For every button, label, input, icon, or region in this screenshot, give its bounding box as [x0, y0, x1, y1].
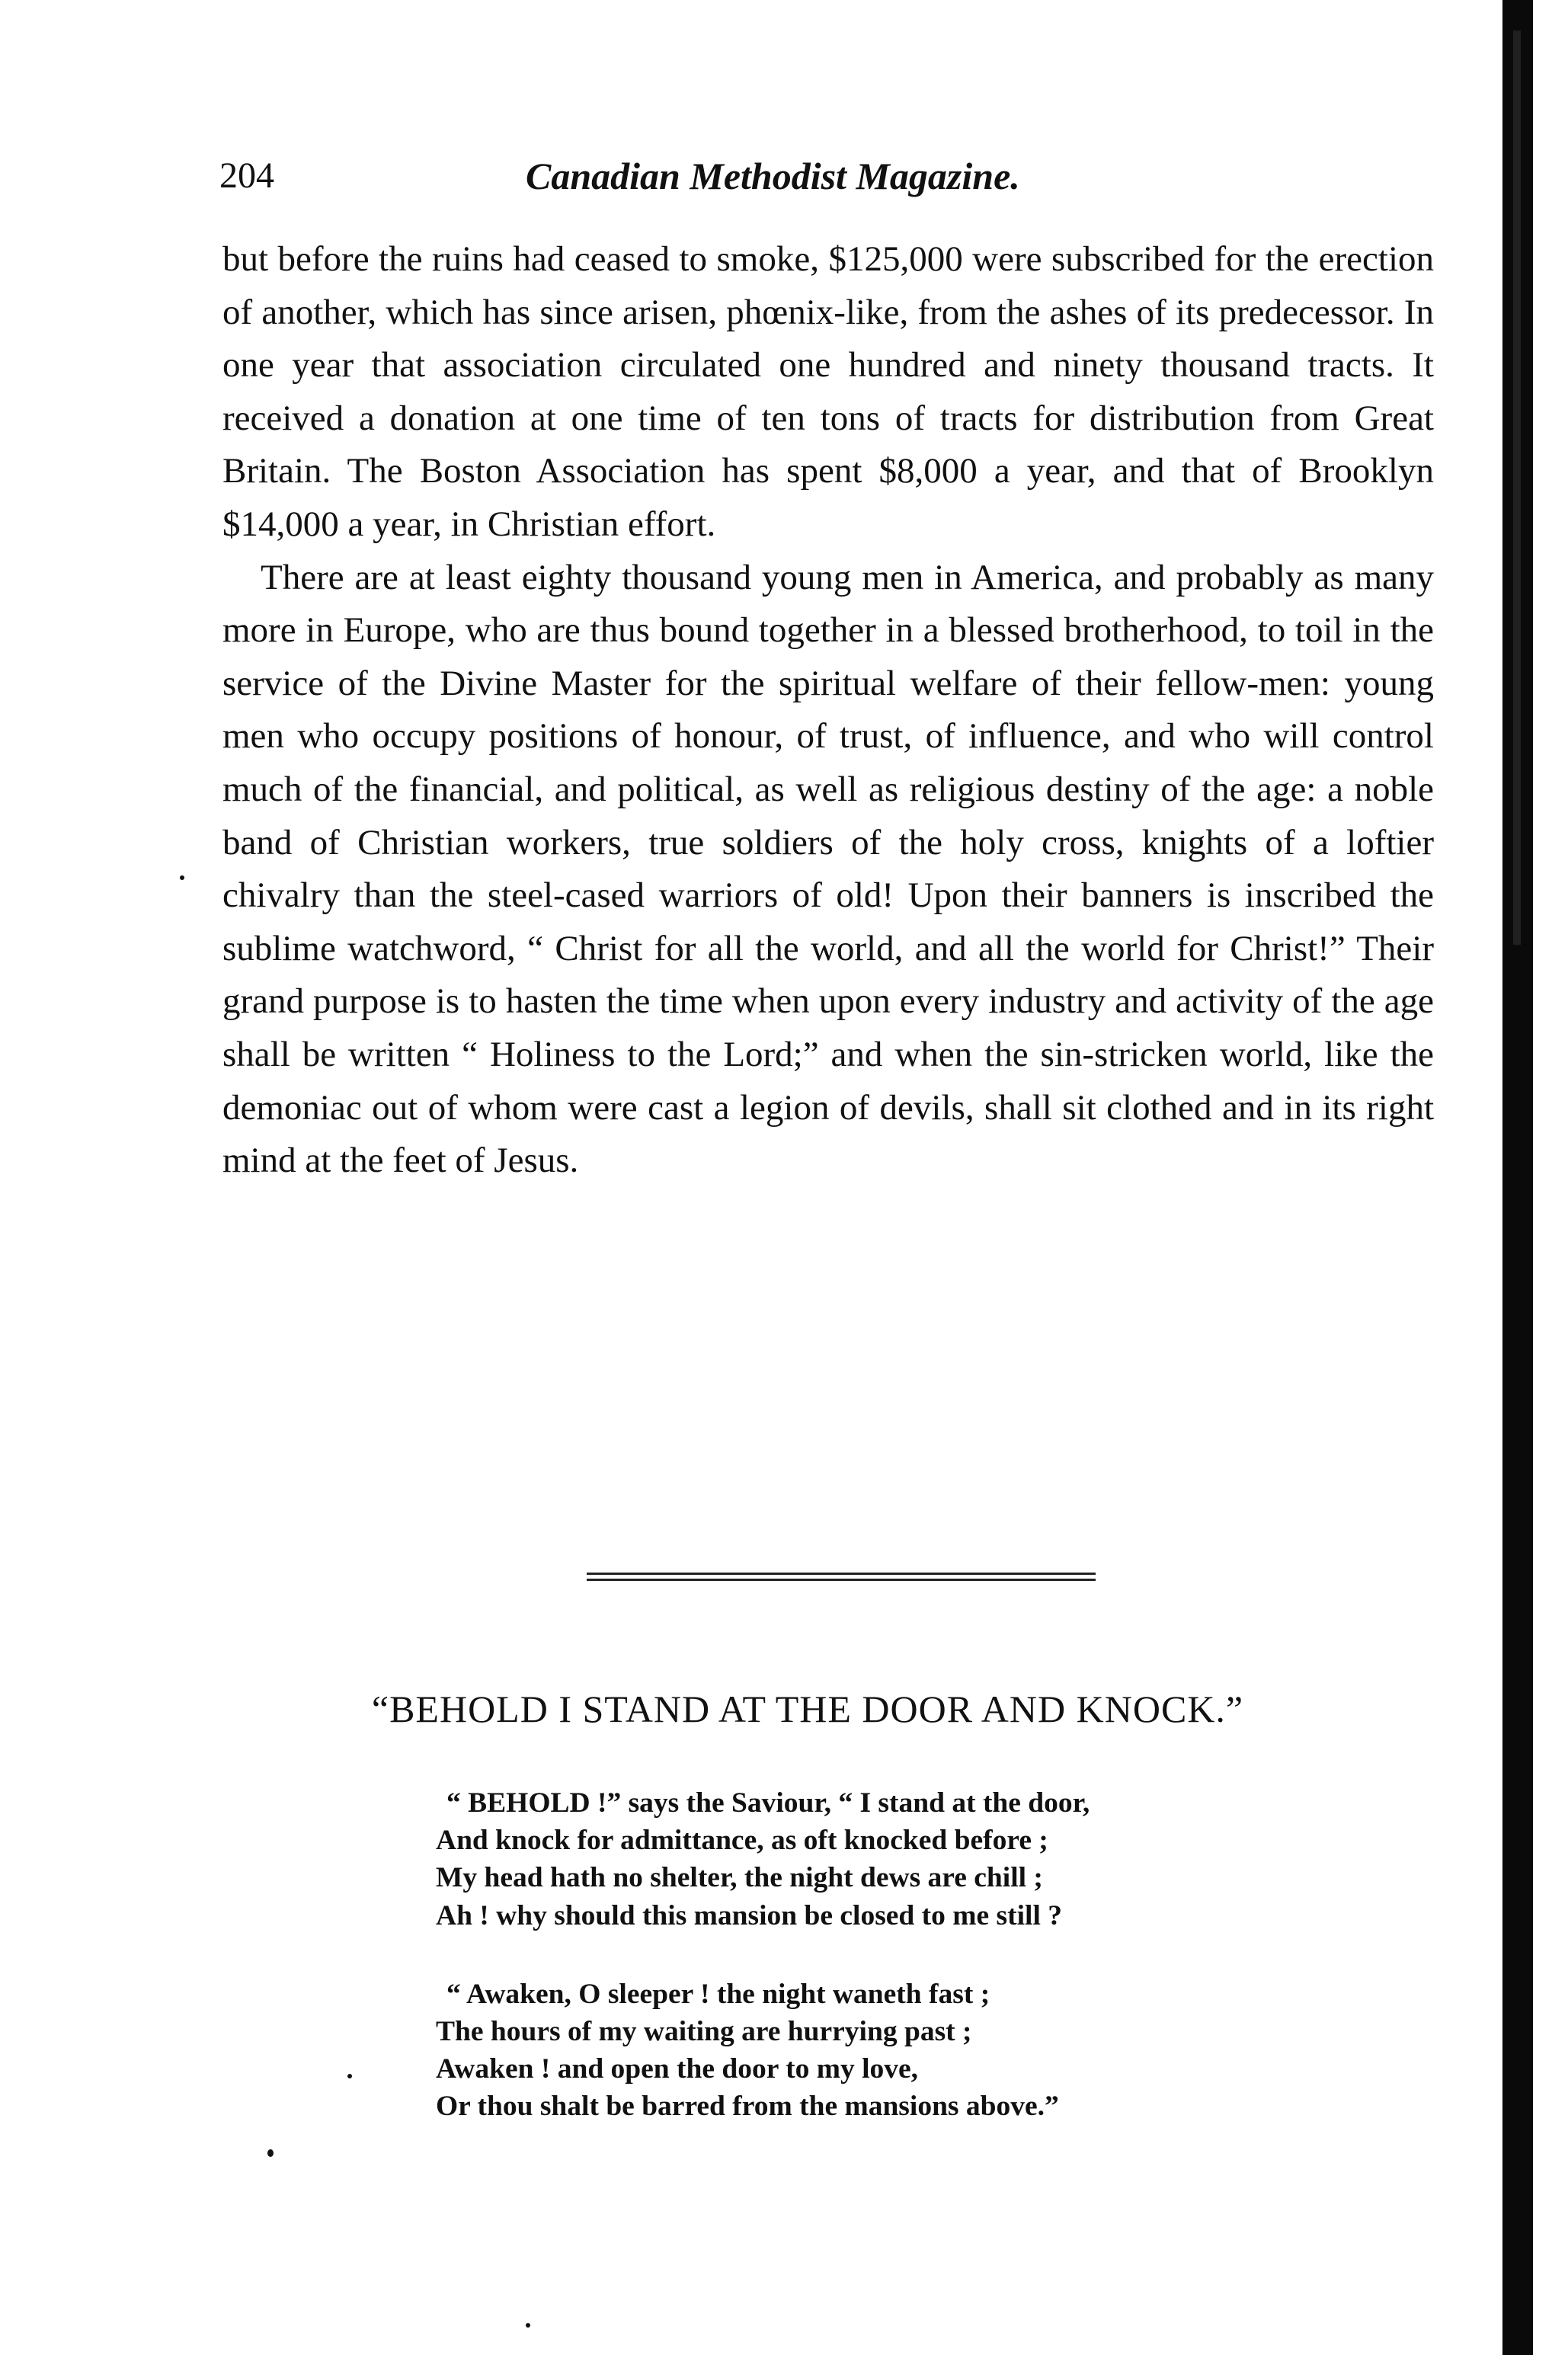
poem: [436, 1784, 1274, 2167]
paragraph: There are at least eighty thousand young men in America, and probably as many more in Europe, who are thus bound together in a blessed brotherhood, to toil in the service of the Divine Master for the spiritual welfare of their fellow-men: young men who occupy positions of honour, of trust, of influence, and who will control much of the financial, and political, as well as religious destiny of the age: a noble band of Christian workers, true soldiers of the holy cross, knights of a loftier chivalry than the steel-cased warriors of old! Upon their banners is inscribed the sublime watchword, “ Christ for all the world, and all the world for Christ!” Their grand purpose is to hasten the time when upon every industry and activity of the age shall be written “ Holiness to the Lord;” and when the sin-stricken world, like the demoniac out of whom were cast a legion of devils, shall sit clothed and in its right mind at the feet of Jesus.: [222, 557, 1434, 1181]
paragraph: but before the ruins had ceased to smoke, $125,000 were subscribed for the erection of another, which has since arisen, phœnix-like, from the ashes of its predecessor. In one year that association circulated one hundred and ninety thousand tracts. It received a donation at one time of ten tons of tracts for distribution from Great Britain. The Boston Association has spent $8,000 a year, and that of Brooklyn $14,000 a year, in Christian effort.: [222, 239, 1434, 544]
poem-title: “BEHOLD I STAND AT THE DOOR AND KNOCK.”: [371, 1688, 1244, 1730]
poem-line: Ah ! why should this mansion be closed to me still ?: [436, 1899, 1062, 1931]
poem-line: And knock for admittance, as oft knocked before ;: [436, 1825, 1048, 1857]
poem-line: “ BEHOLD !” says the Saviour, “ I stand at the door,: [446, 1787, 1090, 1819]
poem-stanza: [436, 1976, 1274, 2126]
poem-stanza: [436, 1784, 1274, 1934]
divider-rule: [587, 1573, 1096, 1575]
page-number: 204: [219, 155, 274, 196]
print-speck: [347, 2074, 352, 2078]
running-title: Canadian Methodist Magazine.: [526, 155, 1020, 197]
poem-line: Awaken ! and open the door to my love,: [436, 2053, 919, 2085]
poem-line: The hours of my waiting are hurrying past ;: [436, 2016, 972, 2048]
poem-line: My head hath no shelter, the night dews are chill ;: [436, 1862, 1043, 1894]
divider-rule: [587, 1579, 1096, 1581]
page-header: [219, 149, 1431, 203]
print-speck: [526, 2323, 530, 2328]
section-divider: [587, 1573, 1096, 1582]
poem-line: Or thou shalt be barred from the mansions above.”: [436, 2091, 1059, 2123]
print-speck: [180, 875, 184, 880]
page-edge-shadow-inner: [1513, 30, 1521, 945]
print-speck: [267, 2149, 274, 2157]
poem-line: “ Awaken, O sleeper ! the night waneth fast ;: [446, 1978, 990, 2010]
article-body: [222, 233, 1434, 1188]
